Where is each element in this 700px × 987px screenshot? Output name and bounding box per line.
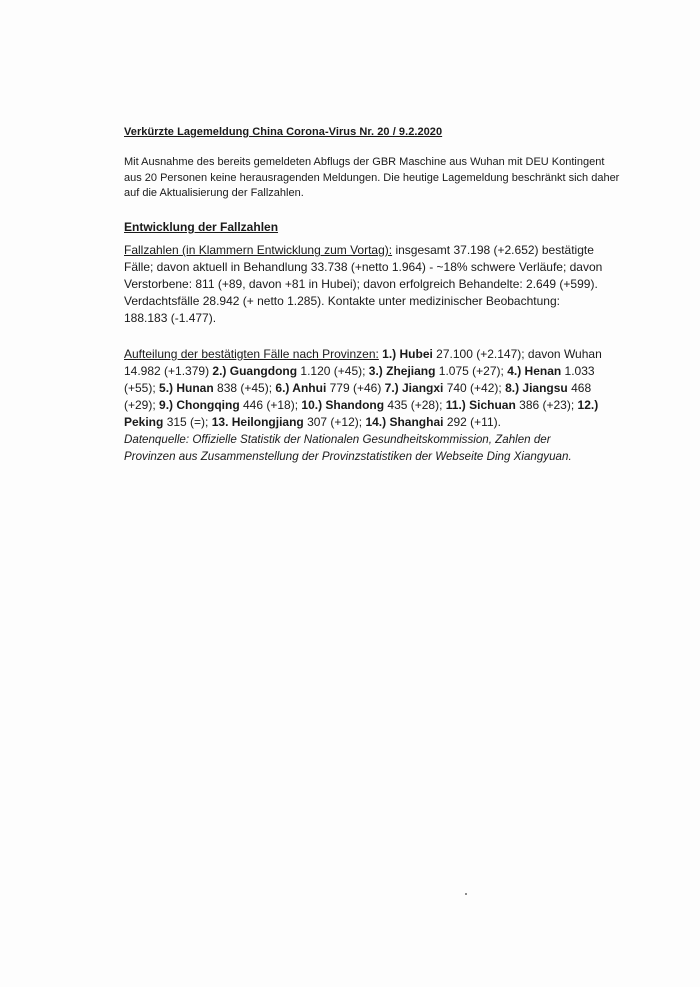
- province-value: 1.033 (+55);: [124, 364, 595, 395]
- province-value: 307 (+12);: [303, 415, 366, 429]
- province-name: 9.) Chongqing: [159, 398, 240, 412]
- province-value: 779 (+46): [326, 381, 385, 395]
- scan-speck: [465, 893, 467, 895]
- province-name: 10.) Shandong: [301, 398, 385, 412]
- province-value: 468 (+29);: [124, 381, 592, 412]
- province-value: 27.100 (+2.147); davon Wuhan 14.982 (+1.379): [124, 347, 602, 378]
- province-item: [159, 381, 275, 395]
- province-name: 7.) Jiangxi: [384, 381, 444, 395]
- province-value: 1.120 (+45);: [297, 364, 369, 378]
- province-item: [159, 398, 301, 412]
- province-value: 1.075 (+27);: [435, 364, 508, 378]
- province-name: 6.) Anhui: [275, 381, 327, 395]
- provinces-paragraph: [124, 346, 604, 431]
- province-name: 4.) Henan: [507, 364, 562, 378]
- province-item: [385, 381, 505, 395]
- province-item: [275, 381, 384, 395]
- document-title: Verkürzte Lagemeldung China Corona-Virus Nr. 20 / 9.2.2020: [124, 126, 443, 138]
- province-value: 386 (+23);: [515, 398, 578, 412]
- province-name: 12.) Peking: [124, 398, 599, 429]
- provinces-label: Aufteilung der bestätigten Fälle nach Provinzen:: [124, 347, 379, 361]
- province-item: [301, 398, 445, 412]
- case-numbers-label: Fallzahlen (in Klammern Entwicklung zum Vortag):: [124, 243, 393, 257]
- province-name: 3.) Zhejiang: [368, 364, 436, 378]
- province-name: 2.) Guangdong: [212, 364, 298, 378]
- province-name: 11.) Sichuan: [445, 398, 516, 412]
- case-numbers-text: insgesamt 37.198 (+2.652) bestätigte Fälle; davon aktuell in Behandlung 33.738 (+netto 1.964) - ~18% schwere Verläufe; davon Verstorbene: 811 (+89, davon +81 in Hubei); davon erfolgreich Behandelte: 2.649 (+599). Verdachtsfälle 28.942 (+ netto 1.285). Kontakte unter medizinischer Beobachtung: 188.183 (-1.477).: [124, 243, 603, 325]
- province-item: [212, 364, 368, 378]
- province-name: 13. Heilongjiang: [211, 415, 304, 429]
- province-item: [446, 398, 578, 412]
- province-value: 315 (=);: [163, 415, 212, 429]
- data-source-note: Datenquelle: Offizielle Statistik der Nationalen Gesundheitskommission, Zahlen der Provinzen aus Zusammenstellung der Provinzstatistiken der Webseite Ding Xiangyuan.: [124, 433, 572, 463]
- province-value: 446 (+18);: [239, 398, 302, 412]
- province-name: 1.) Hubei: [382, 347, 433, 361]
- province-item: [369, 364, 507, 378]
- case-numbers-paragraph: [124, 242, 604, 327]
- province-item: [212, 415, 366, 429]
- province-value: 740 (+42);: [443, 381, 506, 395]
- province-item: [365, 415, 501, 429]
- section-heading: Entwicklung der Fallzahlen: [124, 220, 279, 234]
- province-name: 14.) Shanghai: [365, 415, 444, 429]
- intro-paragraph: Mit Ausnahme des bereits gemeldeten Abflugs der GBR Maschine aus Wuhan mit DEU Kontingent aus 20 Personen keine herausragenden Meldungen. Die heutige Lagemeldung beschränkt sich daher auf die Aktualisierung der Fallzahlen.: [124, 156, 620, 199]
- province-value: 838 (+45);: [213, 381, 276, 395]
- province-value: 435 (+28);: [384, 398, 446, 412]
- province-name: 8.) Jiangsu: [505, 381, 568, 395]
- province-name: 5.) Hunan: [159, 381, 214, 395]
- province-value: 292 (+11).: [443, 415, 501, 429]
